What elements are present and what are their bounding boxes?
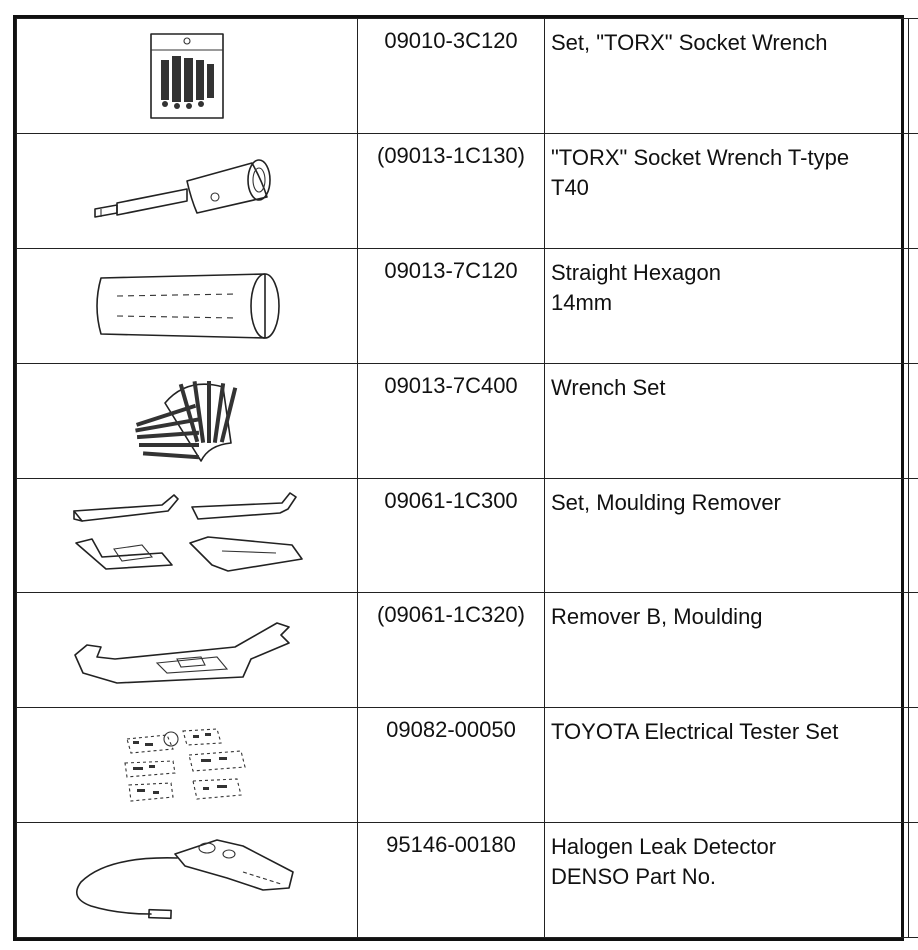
- tool-illustration-cell: [17, 363, 358, 478]
- table-row: [17, 478, 918, 593]
- tool-illustration-cell: [17, 478, 358, 593]
- blank-cell: [909, 363, 918, 478]
- tool-illustration-cell: [17, 823, 358, 938]
- table-row: [17, 19, 918, 134]
- tool-name: Straight Hexagon 14mm: [545, 248, 909, 363]
- part-number: 09013-7C120: [358, 248, 545, 363]
- table-row: [17, 708, 918, 823]
- blank-cell: [909, 593, 918, 708]
- hex-key-wrench-set-icon: [127, 373, 247, 469]
- tool-illustration-cell: [17, 248, 358, 363]
- tool-illustration-cell: [17, 708, 358, 823]
- table-row: [17, 248, 918, 363]
- tool-illustration-cell: [17, 593, 358, 708]
- special-tools-table: [13, 15, 904, 941]
- torx-t-type-wrench-icon: [87, 151, 287, 231]
- tools-table: [16, 18, 918, 938]
- part-number: 09061-1C300: [358, 478, 545, 593]
- electrical-tester-set-icon: [117, 719, 257, 811]
- moulding-remover-set-icon: [62, 487, 312, 583]
- blank-cell: [909, 478, 918, 593]
- table-row: [17, 363, 918, 478]
- table-row: [17, 823, 918, 938]
- table-row: [17, 593, 918, 708]
- torx-socket-set-icon: [147, 30, 227, 122]
- tool-name: TOYOTA Electrical Tester Set: [545, 708, 909, 823]
- tool-name: "TORX" Socket Wrench T-type T40: [545, 133, 909, 248]
- tool-illustration-cell: [17, 19, 358, 134]
- blank-cell: [909, 823, 918, 938]
- tool-name: Halogen Leak Detector DENSO Part No.: [545, 823, 909, 938]
- blank-cell: [909, 19, 918, 134]
- part-number: 09082-00050: [358, 708, 545, 823]
- part-number: 95146-00180: [358, 823, 545, 938]
- blank-cell: [909, 133, 918, 248]
- tool-name: Set, Moulding Remover: [545, 478, 909, 593]
- blank-cell: [909, 708, 918, 823]
- tool-illustration-cell: [17, 133, 358, 248]
- table-row: [17, 133, 918, 248]
- blank-cell: [909, 248, 918, 363]
- tool-name: Wrench Set: [545, 363, 909, 478]
- tool-name: Remover B, Moulding: [545, 593, 909, 708]
- moulding-remover-b-icon: [67, 607, 307, 693]
- part-number: (09061-1C320): [358, 593, 545, 708]
- part-number: (09013-1C130): [358, 133, 545, 248]
- part-number: 09010-3C120: [358, 19, 545, 134]
- tool-name: Set, "TORX" Socket Wrench: [545, 19, 909, 134]
- part-number: 09013-7C400: [358, 363, 545, 478]
- halogen-leak-detector-icon: [67, 832, 307, 928]
- hexagon-bit-icon: [87, 266, 287, 346]
